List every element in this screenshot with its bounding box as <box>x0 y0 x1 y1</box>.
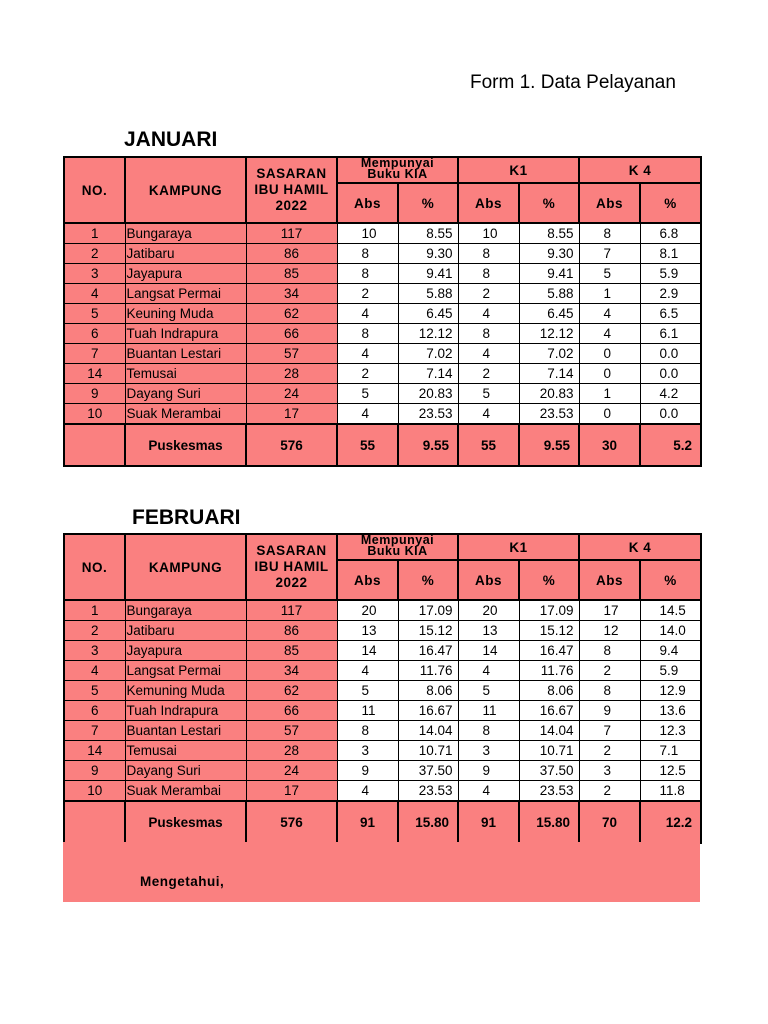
table-row <box>64 244 701 264</box>
table-row <box>64 661 701 681</box>
row-no: 5 <box>64 304 125 324</box>
header-buku-line2: Buku KIA <box>367 544 428 558</box>
month-title-februari: FEBRUARI <box>132 506 241 529</box>
row-kampung: Suak Merambai <box>125 781 246 802</box>
row-kia-abs: 8 <box>337 264 398 284</box>
total-kia-abs: 55 <box>337 424 398 466</box>
row-k4-pct: 6.5 <box>640 304 701 324</box>
row-k4-pct: 0.0 <box>640 364 701 384</box>
row-kia-pct: 5.88 <box>398 284 458 304</box>
table-row <box>64 621 701 641</box>
row-kia-abs: 10 <box>337 223 398 244</box>
row-kia-pct: 6.45 <box>398 304 458 324</box>
total-kia-abs: 91 <box>337 801 398 843</box>
table-total <box>64 801 701 843</box>
row-kia-pct: 14.04 <box>398 721 458 741</box>
row-k1-abs: 11 <box>458 701 519 721</box>
row-kia-pct: 7.02 <box>398 344 458 364</box>
row-kia-abs: 4 <box>337 344 398 364</box>
row-k1-pct: 12.12 <box>519 324 579 344</box>
row-kia-abs: 8 <box>337 721 398 741</box>
row-kia-abs: 13 <box>337 621 398 641</box>
row-k1-pct: 23.53 <box>519 404 579 425</box>
row-k1-abs: 5 <box>458 384 519 404</box>
row-no: 7 <box>64 344 125 364</box>
table-februari <box>63 533 702 844</box>
row-kia-abs: 14 <box>337 641 398 661</box>
row-k1-abs: 8 <box>458 264 519 284</box>
row-k1-pct: 17.09 <box>519 600 579 621</box>
row-kia-abs: 4 <box>337 304 398 324</box>
row-k1-pct: 6.45 <box>519 304 579 324</box>
row-kia-abs: 8 <box>337 324 398 344</box>
mengetahui-label: Mengetahui, <box>140 874 225 889</box>
header-k4-abs: Abs <box>579 183 640 223</box>
row-sasaran: 117 <box>246 223 337 244</box>
table-row <box>64 721 701 741</box>
table-row <box>64 304 701 324</box>
table-row <box>64 364 701 384</box>
total-k1-pct: 9.55 <box>519 424 579 466</box>
row-sasaran: 62 <box>246 304 337 324</box>
header-sasaran-line3: 2022 <box>275 575 308 590</box>
table-header <box>64 534 701 600</box>
row-k1-pct: 10.71 <box>519 741 579 761</box>
row-k4-pct: 6.8 <box>640 223 701 244</box>
row-kia-abs: 20 <box>337 600 398 621</box>
row-sasaran: 34 <box>246 661 337 681</box>
header-kampung: KAMPUNG <box>125 157 246 223</box>
row-kampung: Tuah Indrapura <box>125 701 246 721</box>
row-k4-abs: 0 <box>579 344 640 364</box>
row-kia-abs: 2 <box>337 364 398 384</box>
row-sasaran: 85 <box>246 264 337 284</box>
table-row <box>64 264 701 284</box>
row-no: 1 <box>64 600 125 621</box>
row-sasaran: 34 <box>246 284 337 304</box>
row-no: 1 <box>64 223 125 244</box>
row-no: 6 <box>64 701 125 721</box>
row-k1-pct: 9.30 <box>519 244 579 264</box>
total-kia-pct: 15.80 <box>398 801 458 843</box>
header-k1-pct: % <box>519 183 579 223</box>
row-k4-abs: 3 <box>579 761 640 781</box>
row-k1-pct: 15.12 <box>519 621 579 641</box>
table-row <box>64 284 701 304</box>
row-kampung: Suak Merambai <box>125 404 246 425</box>
row-k4-abs: 7 <box>579 721 640 741</box>
table-row <box>64 404 701 425</box>
header-kia-pct: % <box>398 560 458 600</box>
table-row <box>64 600 701 621</box>
row-kia-abs: 4 <box>337 781 398 802</box>
row-kia-pct: 23.53 <box>398 404 458 425</box>
row-k1-pct: 8.55 <box>519 223 579 244</box>
row-k4-abs: 4 <box>579 324 640 344</box>
row-k4-pct: 12.3 <box>640 721 701 741</box>
header-sasaran-line1: SASARAN <box>256 166 327 181</box>
row-kia-pct: 17.09 <box>398 600 458 621</box>
total-label: Puskesmas <box>125 424 246 466</box>
row-k4-pct: 6.1 <box>640 324 701 344</box>
row-no: 14 <box>64 364 125 384</box>
header-sasaran <box>246 157 337 223</box>
table-row <box>64 781 701 802</box>
table-total <box>64 424 701 466</box>
row-kia-pct: 10.71 <box>398 741 458 761</box>
footer-signature-box <box>63 842 700 902</box>
row-kampung: Keuning Muda <box>125 304 246 324</box>
total-sasaran: 576 <box>246 801 337 843</box>
row-k1-pct: 7.14 <box>519 364 579 384</box>
row-k1-pct: 37.50 <box>519 761 579 781</box>
row-kia-pct: 20.83 <box>398 384 458 404</box>
row-k4-pct: 11.8 <box>640 781 701 802</box>
table-row <box>64 324 701 344</box>
row-k1-pct: 14.04 <box>519 721 579 741</box>
row-k4-abs: 8 <box>579 641 640 661</box>
row-kampung: Dayang Suri <box>125 384 246 404</box>
row-kampung: Jatibaru <box>125 621 246 641</box>
header-k1-pct: % <box>519 560 579 600</box>
table-row <box>64 701 701 721</box>
row-k1-abs: 10 <box>458 223 519 244</box>
row-sasaran: 57 <box>246 721 337 741</box>
header-k4: K 4 <box>579 534 701 560</box>
row-k4-abs: 12 <box>579 621 640 641</box>
total-k1-pct: 15.80 <box>519 801 579 843</box>
row-sasaran: 66 <box>246 701 337 721</box>
row-k1-pct: 11.76 <box>519 661 579 681</box>
row-k4-pct: 0.0 <box>640 404 701 425</box>
total-k4-abs: 70 <box>579 801 640 843</box>
row-k1-abs: 4 <box>458 404 519 425</box>
row-kia-pct: 9.41 <box>398 264 458 284</box>
header-k4-abs: Abs <box>579 560 640 600</box>
row-k4-pct: 12.5 <box>640 761 701 781</box>
row-no: 6 <box>64 324 125 344</box>
row-k4-abs: 8 <box>579 223 640 244</box>
header-sasaran-line2: IBU HAMIL <box>254 559 329 574</box>
table-row <box>64 741 701 761</box>
month-title-januari: JANUARI <box>124 128 218 151</box>
table-row <box>64 384 701 404</box>
header-buku-line1: Mempunyai <box>360 157 435 170</box>
row-k4-abs: 2 <box>579 781 640 802</box>
row-k4-pct: 5.9 <box>640 661 701 681</box>
row-kia-pct: 15.12 <box>398 621 458 641</box>
total-no <box>64 801 125 843</box>
row-no: 9 <box>64 384 125 404</box>
header-kia-abs: Abs <box>337 560 398 600</box>
row-no: 5 <box>64 681 125 701</box>
row-k4-abs: 0 <box>579 404 640 425</box>
row-kia-abs: 5 <box>337 681 398 701</box>
row-kia-pct: 8.55 <box>398 223 458 244</box>
row-k1-abs: 9 <box>458 761 519 781</box>
header-sasaran <box>246 534 337 600</box>
header-buku-kia <box>337 534 458 560</box>
row-k1-abs: 3 <box>458 741 519 761</box>
row-kampung: Buantan Lestari <box>125 344 246 364</box>
row-k1-abs: 5 <box>458 681 519 701</box>
row-no: 10 <box>64 404 125 425</box>
row-kampung: Temusai <box>125 364 246 384</box>
row-kia-pct: 8.06 <box>398 681 458 701</box>
table-body <box>64 223 701 424</box>
header-buku-line2: Buku KIA <box>367 167 428 181</box>
row-kampung: Langsat Permai <box>125 284 246 304</box>
table-januari <box>63 156 702 467</box>
table-row <box>64 344 701 364</box>
header-k1: K1 <box>458 534 579 560</box>
row-k4-pct: 12.9 <box>640 681 701 701</box>
row-k4-abs: 7 <box>579 244 640 264</box>
header-k1-abs: Abs <box>458 183 519 223</box>
row-kampung: Bungaraya <box>125 600 246 621</box>
row-kia-pct: 16.67 <box>398 701 458 721</box>
row-no: 3 <box>64 264 125 284</box>
header-sasaran-line3: 2022 <box>275 198 308 213</box>
row-sasaran: 85 <box>246 641 337 661</box>
total-k4-pct: 5.2 <box>640 424 701 466</box>
header-k1-abs: Abs <box>458 560 519 600</box>
row-k4-abs: 2 <box>579 661 640 681</box>
row-k1-pct: 5.88 <box>519 284 579 304</box>
row-no: 9 <box>64 761 125 781</box>
header-k4-pct: % <box>640 560 701 600</box>
table-row <box>64 681 701 701</box>
row-sasaran: 86 <box>246 621 337 641</box>
row-k1-abs: 4 <box>458 661 519 681</box>
row-k1-abs: 8 <box>458 324 519 344</box>
table-header <box>64 157 701 223</box>
row-k1-abs: 4 <box>458 344 519 364</box>
row-k4-pct: 0.0 <box>640 344 701 364</box>
row-k4-pct: 14.0 <box>640 621 701 641</box>
header-buku-kia <box>337 157 458 183</box>
row-sasaran: 24 <box>246 384 337 404</box>
row-no: 2 <box>64 621 125 641</box>
row-kia-pct: 11.76 <box>398 661 458 681</box>
row-k4-pct: 14.5 <box>640 600 701 621</box>
header-k1: K1 <box>458 157 579 183</box>
row-k4-pct: 9.4 <box>640 641 701 661</box>
table-row <box>64 761 701 781</box>
row-sasaran: 17 <box>246 404 337 425</box>
row-kia-abs: 4 <box>337 661 398 681</box>
row-sasaran: 62 <box>246 681 337 701</box>
row-sasaran: 57 <box>246 344 337 364</box>
row-kia-pct: 12.12 <box>398 324 458 344</box>
total-k1-abs: 91 <box>458 801 519 843</box>
row-no: 4 <box>64 661 125 681</box>
row-kia-pct: 9.30 <box>398 244 458 264</box>
total-k1-abs: 55 <box>458 424 519 466</box>
row-sasaran: 24 <box>246 761 337 781</box>
header-kia-pct: % <box>398 183 458 223</box>
header-k4: K 4 <box>579 157 701 183</box>
row-k4-pct: 2.9 <box>640 284 701 304</box>
row-k1-abs: 2 <box>458 284 519 304</box>
header-kia-abs: Abs <box>337 183 398 223</box>
row-kia-abs: 3 <box>337 741 398 761</box>
row-kampung: Jayapura <box>125 641 246 661</box>
row-kia-abs: 5 <box>337 384 398 404</box>
row-k1-abs: 20 <box>458 600 519 621</box>
total-no <box>64 424 125 466</box>
row-k4-abs: 2 <box>579 741 640 761</box>
row-k1-abs: 2 <box>458 364 519 384</box>
row-kampung: Buantan Lestari <box>125 721 246 741</box>
row-no: 3 <box>64 641 125 661</box>
row-sasaran: 28 <box>246 741 337 761</box>
row-k4-abs: 0 <box>579 364 640 384</box>
row-k1-pct: 8.06 <box>519 681 579 701</box>
row-k4-pct: 13.6 <box>640 701 701 721</box>
header-no: NO. <box>64 157 125 223</box>
row-kia-abs: 2 <box>337 284 398 304</box>
row-k4-pct: 7.1 <box>640 741 701 761</box>
row-k1-abs: 4 <box>458 781 519 802</box>
row-kampung: Tuah Indrapura <box>125 324 246 344</box>
header-sasaran-line2: IBU HAMIL <box>254 182 329 197</box>
row-k4-abs: 17 <box>579 600 640 621</box>
total-k4-pct: 12.2 <box>640 801 701 843</box>
row-k1-pct: 16.47 <box>519 641 579 661</box>
row-kia-abs: 9 <box>337 761 398 781</box>
row-k1-pct: 23.53 <box>519 781 579 802</box>
row-kia-abs: 8 <box>337 244 398 264</box>
row-kia-pct: 37.50 <box>398 761 458 781</box>
row-k1-abs: 8 <box>458 721 519 741</box>
total-sasaran: 576 <box>246 424 337 466</box>
row-sasaran: 66 <box>246 324 337 344</box>
total-row <box>64 801 701 843</box>
row-k4-pct: 4.2 <box>640 384 701 404</box>
row-kia-pct: 7.14 <box>398 364 458 384</box>
header-no: NO. <box>64 534 125 600</box>
row-kia-abs: 11 <box>337 701 398 721</box>
row-k4-pct: 8.1 <box>640 244 701 264</box>
row-k1-pct: 16.67 <box>519 701 579 721</box>
row-k1-abs: 14 <box>458 641 519 661</box>
total-kia-pct: 9.55 <box>398 424 458 466</box>
row-kia-pct: 23.53 <box>398 781 458 802</box>
row-k4-abs: 1 <box>579 284 640 304</box>
row-no: 10 <box>64 781 125 802</box>
header-kampung: KAMPUNG <box>125 534 246 600</box>
row-no: 2 <box>64 244 125 264</box>
row-sasaran: 117 <box>246 600 337 621</box>
total-label: Puskesmas <box>125 801 246 843</box>
row-no: 4 <box>64 284 125 304</box>
row-kampung: Jayapura <box>125 264 246 284</box>
row-sasaran: 28 <box>246 364 337 384</box>
row-no: 14 <box>64 741 125 761</box>
row-no: 7 <box>64 721 125 741</box>
row-kampung: Bungaraya <box>125 223 246 244</box>
row-k4-abs: 8 <box>579 681 640 701</box>
row-k4-abs: 1 <box>579 384 640 404</box>
row-k4-abs: 9 <box>579 701 640 721</box>
row-kampung: Temusai <box>125 741 246 761</box>
header-buku-line1: Mempunyai <box>360 534 435 547</box>
row-k1-pct: 9.41 <box>519 264 579 284</box>
row-kampung: Dayang Suri <box>125 761 246 781</box>
row-kampung: Jatibaru <box>125 244 246 264</box>
row-sasaran: 17 <box>246 781 337 802</box>
row-kampung: Kemuning Muda <box>125 681 246 701</box>
table-body <box>64 600 701 801</box>
table-row <box>64 223 701 244</box>
row-kia-abs: 4 <box>337 404 398 425</box>
header-sasaran-line1: SASARAN <box>256 543 327 558</box>
row-k4-abs: 5 <box>579 264 640 284</box>
total-row <box>64 424 701 466</box>
header-k4-pct: % <box>640 183 701 223</box>
form-title: Form 1. Data Pelayanan <box>470 72 676 93</box>
row-sasaran: 86 <box>246 244 337 264</box>
row-k4-abs: 4 <box>579 304 640 324</box>
row-k1-pct: 7.02 <box>519 344 579 364</box>
total-k4-abs: 30 <box>579 424 640 466</box>
row-kia-pct: 16.47 <box>398 641 458 661</box>
table-row <box>64 641 701 661</box>
row-k1-abs: 13 <box>458 621 519 641</box>
row-k1-abs: 4 <box>458 304 519 324</box>
row-k4-pct: 5.9 <box>640 264 701 284</box>
row-kampung: Langsat Permai <box>125 661 246 681</box>
row-k1-abs: 8 <box>458 244 519 264</box>
row-k1-pct: 20.83 <box>519 384 579 404</box>
